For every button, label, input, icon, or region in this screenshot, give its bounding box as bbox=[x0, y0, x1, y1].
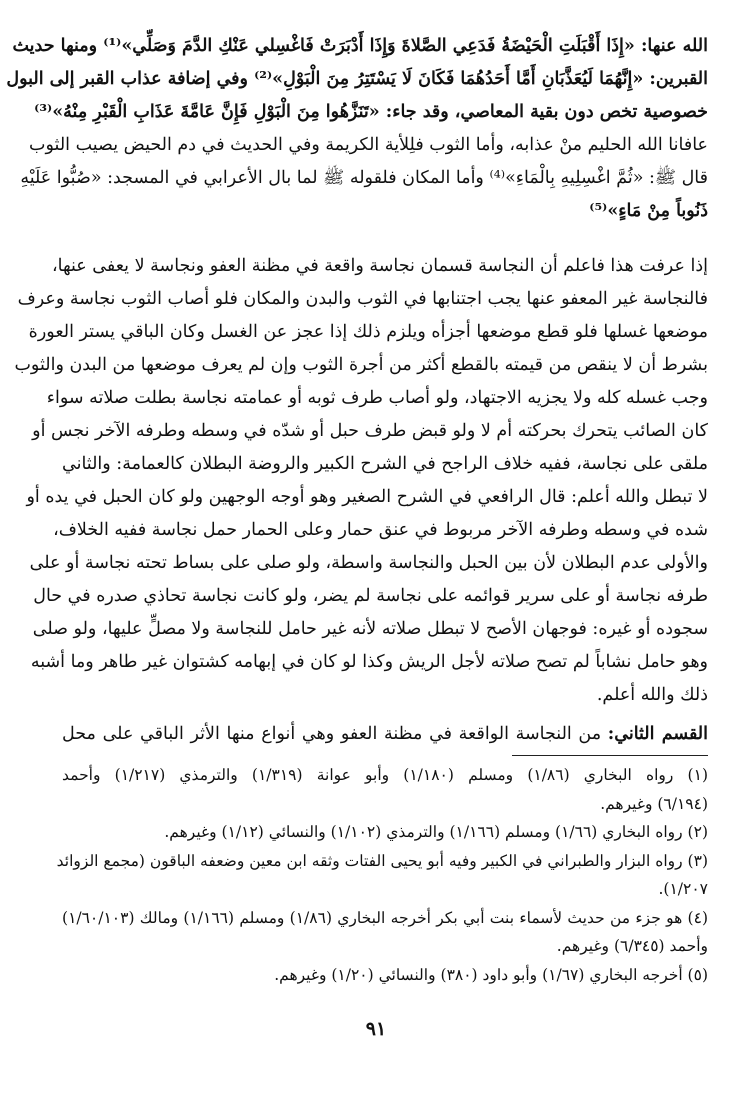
footnote-line: ١/٢٠٧). bbox=[658, 880, 708, 898]
footnote-separator bbox=[62, 751, 708, 761]
footnote-line: (٢) رواه البخاري (١/٦٦) ومسلم (١/١٦٦) والترمذي (١/١٠٢) والنسائي (١/١٢) وغيرهم. bbox=[164, 823, 708, 841]
text-line: القبرين: «إِنَّهُمَا لَيُعَذَّبَانِ أَمَّا أَحَدُهُمَا فَكَانَ لَا يَسْتَتِرُ مِنَ الْبَوْلِ»⁽²⁾ وفي إضافة عذاب القبر إلى البول bbox=[6, 69, 708, 89]
text-line: إذا عرفت هذا فاعلم أن النجاسة قسمان نجاسة واقعة في مظنة العفو ونجاسة لا يعفى عنها، bbox=[51, 256, 708, 276]
text-line: كان الصائب يتحرك بحركته أم لا ولو قبض طرف حبل أو شدّه في وسطه وطرفه الآخر نجس أو bbox=[32, 421, 708, 441]
text-line: ذلك والله أعلم. bbox=[596, 685, 708, 705]
footnote-line: (٥) أخرجه البخاري (١/٦٧) وأبو داود (٣٨٠) والنسائي (١/٢٠) وغيرهم. bbox=[274, 965, 708, 984]
text-line: الله عنها: «إِذَا أَقْبَلَتِ الْحَيْضَةُ فَدَعِي الصَّلاةَ وَإِذَا أَدْبَرَتْ فَاغْسِلي عَنْكِ الدَّمَ وَصَلِّي»⁽¹⁾ ومنها حديث bbox=[12, 36, 708, 56]
footnote-line: (١) رواه البخاري (١/٨٦) ومسلم (١/١٨٠) وأبو عوانة (١/٣١٩) والترمذي (١/٢١٧) وأحمد bbox=[62, 766, 708, 784]
section-line bbox=[62, 718, 708, 751]
section-title: القسم الثاني: bbox=[607, 724, 708, 744]
text-line: خصوصية تخص دون بقية المعاصي، وقد جاء: «تَنَزَّهُوا مِنَ الْبَوْلِ فَإِنَّ عَامَّةَ عَذَابِ الْقَبْرِ مِنْهُ»⁽³⁾ bbox=[34, 102, 708, 122]
footnotes bbox=[56, 761, 708, 989]
footnote-line: (٣) رواه البزار والطبراني في الكبير وفيه أبو يحيى الفتات وثقه ابن معين وضعفه الباقون (مجمع الزوائد bbox=[56, 851, 708, 870]
text-line: طرفه نجاسة أو على سرير قوائمه على نجاسة لم يضر، ولو كانت نجاسة تحاذي صدره في حال bbox=[33, 586, 708, 606]
footnote-line: (٦/١٩٤) وغيرهم. bbox=[600, 794, 708, 813]
text-line: وجب غسله كله ولا يجزيه الاجتهاد، ولو أصاب طرف ثوبه أو عمامته نجاسة بطلت صلاته سواء bbox=[46, 388, 708, 408]
text-line: شده في وسطه وطرفه الآخر مربوط في عنق حمار وعلى الحمار حمل نجاسة ففيه الخلاف، bbox=[53, 520, 708, 540]
paragraph-gap bbox=[62, 228, 708, 250]
text-line: عافانا الله الحليم منْ عذابه، وأما الثوب فلِلأية الكريمة وفي الحديث في دم الحيض يصيب الثوب bbox=[29, 135, 708, 155]
text-line: والأولى عدم البطلان لأن بين الحبل والنجاسة واسطة، ولو صلى على بساط تحته نجاسة أو على bbox=[29, 553, 708, 573]
text-line: ملقى على نجاسة، ففيه خلاف الراجح في الشرح الكبير والروضة البطلان كالعمامة: والثاني bbox=[62, 454, 708, 474]
text-line: سجوده أو غيره: فوجهان الأصح لا تبطل صلاته لأنه غير حامل للنجاسة ولا مصلٍّ عليها، ولو صلى bbox=[32, 619, 708, 639]
text-line: قال ﷺ: «ثُمَّ اغْسِلِيهِ بِالْمَاءِ»⁽⁴⁾ وأما المكان فلقوله ﷺ لما بال الأعرابي في المسجد: «صُبُّوا عَلَيْهِ bbox=[20, 168, 708, 188]
text-line: لا تبطل والله أعلم: قال الرافعي في الشرح الصغير وهو أوجه الوجهين ولو كان الحبل في يده أو bbox=[26, 487, 708, 507]
text-line: موضعها غسلها فلو قطع موضعها أجزأه ويلزم ذلك إذا عجز عن الغسل وكان الباقي يستر العورة bbox=[28, 322, 708, 342]
page-number: ٩١ bbox=[365, 1018, 387, 1040]
footnote-line: (٤) هو جزء من حديث لأسماء بنت أبي بكر أخرجه البخاري (١/٨٦) ومسلم (١/١٦٦) ومالك (١/٦٠/١٠٣) bbox=[62, 908, 708, 927]
text-line: بشرط أن لا ينقص من قيمته بالقطع أكثر من أجرة الثوب وإن لم يعرف موضعها من البدن والثوب bbox=[14, 355, 708, 375]
text-line: وهو حامل نشاباً لم تصح صلاته لأجل الريش وكذا لو كان في إبهامه كشتوان غير طاهر وما أشبه bbox=[30, 652, 708, 672]
section-text: من النجاسة الواقعة في مظنة العفو وهي أنواع منها الأثر الباقي على محل bbox=[62, 724, 602, 744]
text-line: ذَنُوباً مِنْ مَاءٍ»⁽⁵⁾ bbox=[589, 201, 708, 221]
text-line: فالنجاسة غير المعفو عنها يجب اجتنابها في الثوب والبدن والمكان فلو أصاب الثوب نجاسة وعرف bbox=[17, 289, 708, 309]
section-heading-line bbox=[62, 718, 708, 751]
main-paragraph bbox=[14, 250, 708, 712]
top-hadith-block bbox=[6, 30, 708, 228]
footnote-line: وأحمد (٦/٣٤٥) وغيرهم. bbox=[556, 937, 708, 955]
